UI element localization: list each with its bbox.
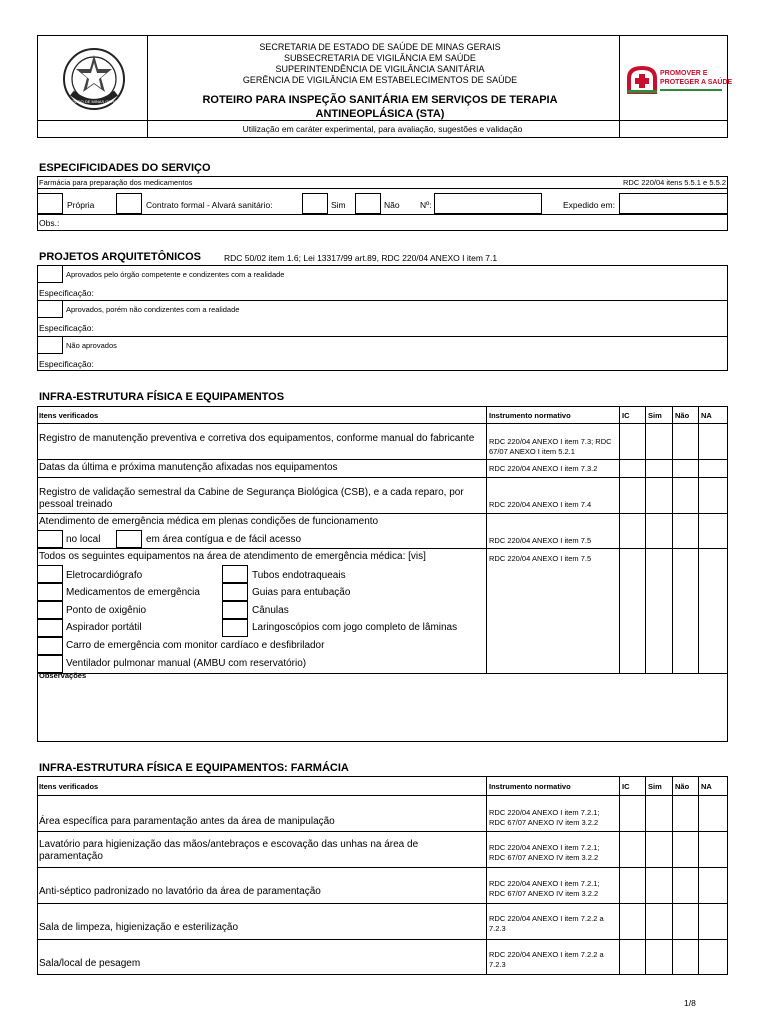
projeto-opt2-label: Aprovados, porém não condizentes com a realidade xyxy=(66,305,240,314)
numero-label: Nº: xyxy=(420,200,432,210)
col-divider xyxy=(486,406,487,673)
page-title-line-1: ROTEIRO PARA INSPEÇÃO SANITÁRIA EM SERVIÇOS DE TERAPIA xyxy=(202,94,558,106)
projeto-spec3-label: Especificação: xyxy=(39,359,94,369)
equip-label-oxigenio: Ponto de oxigênio xyxy=(66,605,147,616)
col-divider xyxy=(645,406,646,673)
infra-col-sim: Sim xyxy=(648,411,662,420)
farmacia-row-3-norm2: RDC 67/07 ANEXO IV item 3.2.2 xyxy=(489,889,599,898)
farmacia-row-1-norm2: RDC 67/07 ANEXO IV item 3.2.2 xyxy=(489,818,599,827)
farmacia-row-1-norm1: RDC 220/04 ANEXO I item 7.2.1; xyxy=(489,808,600,817)
expedido-field[interactable] xyxy=(619,193,728,214)
equip-label-eletrocardiografo: Eletrocardiógrafo xyxy=(66,570,143,581)
equip-checkbox-canulas[interactable] xyxy=(222,601,248,619)
projetos-frame xyxy=(37,265,728,371)
page-number: 1/8 xyxy=(684,998,696,1008)
infra-row-2-item: Datas da última e próxima manutenção afixadas nos equipamentos xyxy=(39,462,338,473)
header-divider-right xyxy=(619,35,620,138)
contrato-checkbox[interactable] xyxy=(116,193,142,214)
farmacia-row-2-norm2: RDC 67/07 ANEXO IV item 3.2.2 xyxy=(489,853,599,862)
equip-checkbox-oxigenio[interactable] xyxy=(37,601,63,619)
row-divider xyxy=(37,548,728,549)
equip-checkbox-laringoscopios[interactable] xyxy=(222,619,248,637)
sim-checkbox[interactable] xyxy=(302,193,328,214)
farmacia-row-2-norm1: RDC 220/04 ANEXO I item 7.2.1; xyxy=(489,843,600,852)
infra-col-na: NA xyxy=(701,411,712,420)
row-divider xyxy=(37,336,728,337)
farmacia-row-4-norm1: RDC 220/04 ANEXO I item 7.2.2 a xyxy=(489,914,604,923)
equip-checkbox-medicamentos[interactable] xyxy=(37,583,63,601)
farmacia-col-sim: Sim xyxy=(648,782,662,791)
col-divider xyxy=(672,406,673,673)
col-divider xyxy=(698,776,699,975)
farmacia-row-4-item: Sala de limpeza, higienização e esterilização xyxy=(39,922,239,933)
no-local-checkbox[interactable] xyxy=(37,530,63,548)
projeto-opt1-label: Aprovados pelo órgão competente e condizentes com a realidade xyxy=(66,270,285,279)
farmacia-col-nao: Não xyxy=(675,782,690,791)
farmacia-row-2-item: Lavatório para higienização das mãos/antebraços e escovação das unhas na área de paramentação xyxy=(39,839,419,862)
farmacia-table-frame xyxy=(37,776,728,975)
farmacia-label: Farmácia para preparação dos medicamentos xyxy=(39,178,193,187)
farmacia-col-items: Itens verificados xyxy=(39,782,99,791)
row-divider xyxy=(37,459,728,460)
page-title-line-2: ANTINEOPLÁSICA (STA) xyxy=(315,108,445,120)
projeto-opt3-label: Não aprovados xyxy=(66,341,117,350)
row-divider xyxy=(37,214,728,215)
infra-row-5-norm: RDC 220/04 ANEXO I item 7.5 xyxy=(489,554,592,563)
row-divider xyxy=(37,477,728,478)
infra-row-1-norm: RDC 220/04 ANEXO I item 7.3; RDC 67/07 ANEXO I item 5.2.1 xyxy=(489,437,612,456)
projetos-norm: RDC 50/02 item 1.6; Lei 13317/99 art.89, RDC 220/04 ANEXO I item 7.1 xyxy=(224,253,498,263)
col-divider xyxy=(619,776,620,975)
farmacia-row-1-item: Área específica para paramentação antes da área de manipulação xyxy=(39,816,335,827)
equip-label-aspirador: Aspirador portátil xyxy=(66,622,142,633)
logo-text-1: PROMOVER E xyxy=(660,70,708,77)
row-divider xyxy=(37,831,728,832)
numero-field[interactable] xyxy=(434,193,542,214)
row-divider xyxy=(37,867,728,868)
col-divider xyxy=(486,776,487,975)
infra-obs-label: Observações xyxy=(39,671,87,680)
nao-label: Não xyxy=(384,200,400,210)
col-divider xyxy=(645,776,646,975)
section-title-especificidades: ESPECIFICIDADES DO SERVIÇO xyxy=(39,162,211,174)
farmacia-norm: RDC 220/04 itens 5.5.1 e 5.5.2 xyxy=(623,178,726,187)
infra-row-5-item: Todos os seguintes equipamentos na área de atendimento de emergência médica: [vis] xyxy=(39,551,426,562)
page-subtitle: Utilização em caráter experimental, para avaliação, sugestões e validação xyxy=(242,124,523,134)
equip-label-tubos: Tubos endotraqueais xyxy=(252,570,346,581)
area-contigua-label: em área contígua e de fácil acesso xyxy=(146,534,302,545)
col-divider xyxy=(672,776,673,975)
row-divider xyxy=(37,939,728,940)
nao-checkbox[interactable] xyxy=(355,193,381,214)
section-title-infra: INFRA-ESTRUTURA FÍSICA E EQUIPAMENTOS xyxy=(39,391,285,403)
col-divider xyxy=(698,406,699,673)
sim-label: Sim xyxy=(331,200,346,210)
header-line-2: SUBSECRETARIA DE VIGILÂNCIA EM SAÚDE xyxy=(284,53,476,63)
projeto-opt3-checkbox[interactable] xyxy=(37,336,63,354)
farmacia-row-5-item: Sala/local de pesagem xyxy=(39,958,141,969)
farmacia-col-na: NA xyxy=(701,782,712,791)
projeto-opt1-checkbox[interactable] xyxy=(37,265,63,283)
col-divider xyxy=(619,406,620,673)
equip-label-medicamentos: Medicamentos de emergência xyxy=(66,587,200,598)
row-divider xyxy=(37,188,728,189)
farmacia-row-3-norm1: RDC 220/04 ANEXO I item 7.2.1; xyxy=(489,879,600,888)
infra-row-3-norm: RDC 220/04 ANEXO I item 7.4 xyxy=(489,500,592,509)
equip-checkbox-guias[interactable] xyxy=(222,583,248,601)
propria-checkbox[interactable] xyxy=(37,193,63,214)
infra-col-nao: Não xyxy=(675,411,690,420)
row-divider xyxy=(37,795,728,796)
equip-label-laringoscopios: Laringoscópios com jogo completo de lâminas xyxy=(252,622,458,633)
farmacia-col-norm: Instrumento normativo xyxy=(489,782,571,791)
farmacia-row-5-norm1: RDC 220/04 ANEXO I item 7.2.2 a xyxy=(489,950,604,959)
row-divider xyxy=(37,903,728,904)
header-divider-left xyxy=(147,35,148,138)
infra-row-4-item: Atendimento de emergência médica em plenas condições de funcionamento xyxy=(39,516,379,527)
area-contigua-checkbox[interactable] xyxy=(116,530,142,548)
infra-col-norm: Instrumento normativo xyxy=(489,411,571,420)
no-local-label: no local xyxy=(66,534,101,545)
farmacia-col-ic: IC xyxy=(622,782,630,791)
equip-label-carro: Carro de emergência com monitor cardíaco e desfibrilador xyxy=(66,640,325,651)
infra-row-3-item: Registro de validação semestral da Cabine de Segurança Biológica (CSB), e a cada reparo, por pessoal treinado xyxy=(39,487,464,510)
infra-row-2-norm: RDC 220/04 ANEXO I item 7.3.2 xyxy=(489,464,598,473)
farmacia-row-5-norm2: 7.2.3 xyxy=(489,960,506,969)
equip-label-canulas: Cânulas xyxy=(252,605,289,616)
header-line-1: SECRETARIA DE ESTADO DE SAÚDE DE MINAS GERAIS xyxy=(259,42,501,52)
logo-green-line xyxy=(660,89,722,91)
contrato-label: Contrato formal - Alvará sanitário: xyxy=(146,200,273,210)
infra-col-ic: IC xyxy=(622,411,630,420)
infra-row-4-norm: RDC 220/04 ANEXO I item 7.5 xyxy=(489,536,592,545)
equip-checkbox-tubos[interactable] xyxy=(222,565,248,583)
infra-row-1-item: Registro de manutenção preventiva e corretiva dos equipamentos, conforme manual do fabricante xyxy=(39,433,475,444)
row-divider xyxy=(37,673,728,674)
row-divider xyxy=(37,513,728,514)
propria-label: Própria xyxy=(67,200,95,210)
infra-col-items: Itens verificados xyxy=(39,411,99,420)
section-title-farmacia: INFRA-ESTRUTURA FÍSICA E EQUIPAMENTOS: FARMÁCIA xyxy=(39,762,349,774)
header-line-4: GERÊNCIA DE VIGILÂNCIA EM ESTABELECIMENTOS DE SAÚDE xyxy=(242,75,518,85)
header-line-3: SUPERINTENDÊNCIA DE VIGILÂNCIA SANITÁRIA xyxy=(275,64,485,74)
equip-label-guias: Guias para entubação xyxy=(252,587,351,598)
section-title-projetos: PROJETOS ARQUITETÔNICOS xyxy=(39,251,201,263)
projeto-spec1-label: Especificação: xyxy=(39,288,94,298)
equip-checkbox-aspirador[interactable] xyxy=(37,619,63,637)
seal-text: ESTADO DE MINAS GERAIS xyxy=(67,99,121,104)
row-divider xyxy=(37,423,728,424)
projeto-opt2-checkbox[interactable] xyxy=(37,300,63,318)
expedido-label: Expedido em: xyxy=(563,200,615,210)
obs-label: Obs.: xyxy=(39,218,60,228)
equip-label-ambu: Ventilador pulmonar manual (AMBU com reservatório) xyxy=(66,658,307,669)
logo-text-2: PROTEGER A SAÚDE xyxy=(660,79,733,86)
promover-logo-icon xyxy=(625,64,659,94)
farmacia-row-3-item: Anti-séptico padronizado no lavatório da área de paramentação xyxy=(39,886,321,897)
projeto-spec2-label: Especificação: xyxy=(39,323,94,333)
equip-checkbox-carro[interactable] xyxy=(37,637,63,655)
state-seal-icon xyxy=(62,47,126,111)
equip-checkbox-eletrocardiografo[interactable] xyxy=(37,565,63,583)
farmacia-row-4-norm2: 7.2.3 xyxy=(489,924,506,933)
row-divider xyxy=(37,300,728,301)
